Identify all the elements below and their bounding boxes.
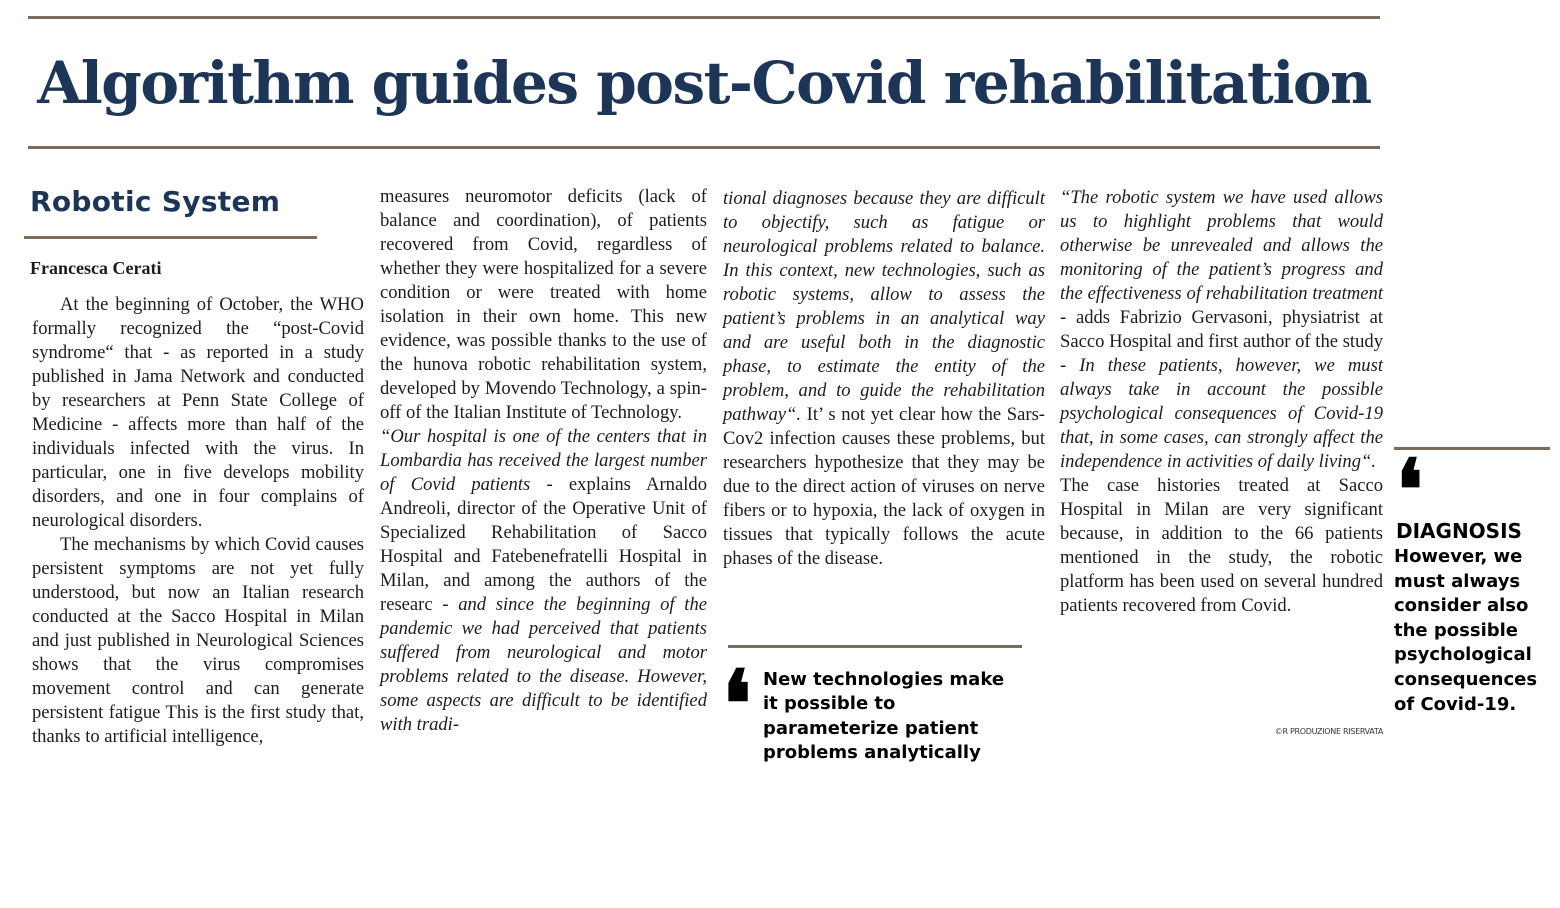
headline-top-rule	[28, 16, 1380, 19]
sidebar-label: DIAGNOSIS	[1396, 519, 1522, 543]
section-title: Robotic System	[30, 185, 281, 218]
section-title-rule	[24, 236, 317, 239]
pull-quote-rule	[728, 645, 1022, 648]
sidebar-quote: However, we must always consider also the possible psychological consequences of Covid-19.	[1394, 546, 1538, 715]
paragraph	[723, 187, 1045, 571]
quote-text: In these patients, however, we must always take in account the possible psychological consequences of Covid-19 that, in some cases, can strongly affect the independence in activities of daily living“.	[1060, 355, 1383, 472]
quote-text: “The robotic system we have used allows us to highlight problems that would otherwise be unrevealed and allows the monitoring of the patient’s progress and the effectiveness of rehabilitation treatment	[1060, 187, 1383, 304]
paragraph: The mechanisms by which Covid causes persistent symptoms are not yet fully understood, but now an Italian research conducted at the Sacco Hospital in Milan and just published in Neurological Sciences shows that the virus compromises movement control and can generate persistent fatigue This is the first study that, thanks to artificial intelligence,	[32, 534, 364, 747]
quote-mark-icon: ❛	[1396, 440, 1424, 539]
paragraph-text: - adds Fabrizio Gervasoni, physiatrist at Sacco Hospital and first author of the study -	[1060, 307, 1383, 376]
headline: Algorithm guides post-Covid rehabilitation	[37, 49, 1371, 117]
headline-bottom-rule	[28, 146, 1380, 149]
article-column-1	[32, 293, 364, 749]
article-column-4	[1060, 186, 1383, 618]
author-byline: Francesca Cerati	[30, 258, 162, 278]
paragraph-text: It’ s not yet clear how the Sars-Cov2 infection causes these problems, but researchers hypothesize that they may be due to the direct action of viruses on nerve fibers or to hypoxia, the lack of oxygen in tissues that typically follows the acute phases of the disease.	[723, 404, 1045, 569]
paragraph	[1060, 186, 1383, 474]
copyright-notice: ©R PRODUZIONE RISERVATA	[1274, 727, 1383, 736]
paragraph	[380, 425, 707, 737]
quote-text: “Our hospital is one of the centers that in Lombardia has received the largest number of Covid patients	[380, 426, 707, 495]
paragraph: The case histories treated at Sacco Hospital in Milan are very significant because, in addition to the 66 patients mentioned in the study, the robotic platform has been used on several hundred patients recovered from Covid.	[1060, 475, 1383, 616]
quote-mark-icon: ❛	[722, 650, 752, 758]
quote-text: tional diagnoses because they are difficult to objectify, such as fatigue or neurological problems related to balance. In this context, new technologies, such as robotic systems, allow to assess the patient’s problems in an analytical way and are useful both in the diagnostic phase, to estimate the entity of the problem, and to guide the rehabilitation pathway“.	[723, 188, 1045, 425]
article-column-2	[380, 185, 707, 737]
paragraph: At the beginning of October, the WHO formally recognized the “post-Covid syndrome“ that - as reported in a study published in Jama Network and conducted by researchers at Penn State College of Medicine - affects more than half of the individuals infected with the virus. In particular, one in five develops mobility disorders, and one in four complains of neurological disorders.	[32, 294, 364, 531]
quote-text: and since the beginning of the pandemic we had perceived that patients suffered from neurological and motor problems related to the disease. However, some aspects are difficult to be identified with tradi-	[380, 594, 707, 735]
paragraph: measures neuromotor deficits (lack of balance and coordination), of patients recovered from Covid, regardless of whether they were hospitalized for a severe condition or were treated with home isolation in their own home. This new evidence, was possible thanks to the use of the hunova robotic rehabilitation system, developed by Movendo Technology, a spin-off of the Italian Institute of Technology.	[380, 186, 707, 423]
paragraph-text: - explains Arnaldo Andreoli, director of the Operative Unit of Specialized Rehabilitation of Sacco Hospital and Fatebenefratelli Hospital in Milan, and among the authors of the researc -	[380, 474, 707, 615]
article-column-3	[723, 187, 1045, 571]
pull-quote: New technologies make it possible to parameterize patient problems analytically	[763, 669, 1005, 764]
